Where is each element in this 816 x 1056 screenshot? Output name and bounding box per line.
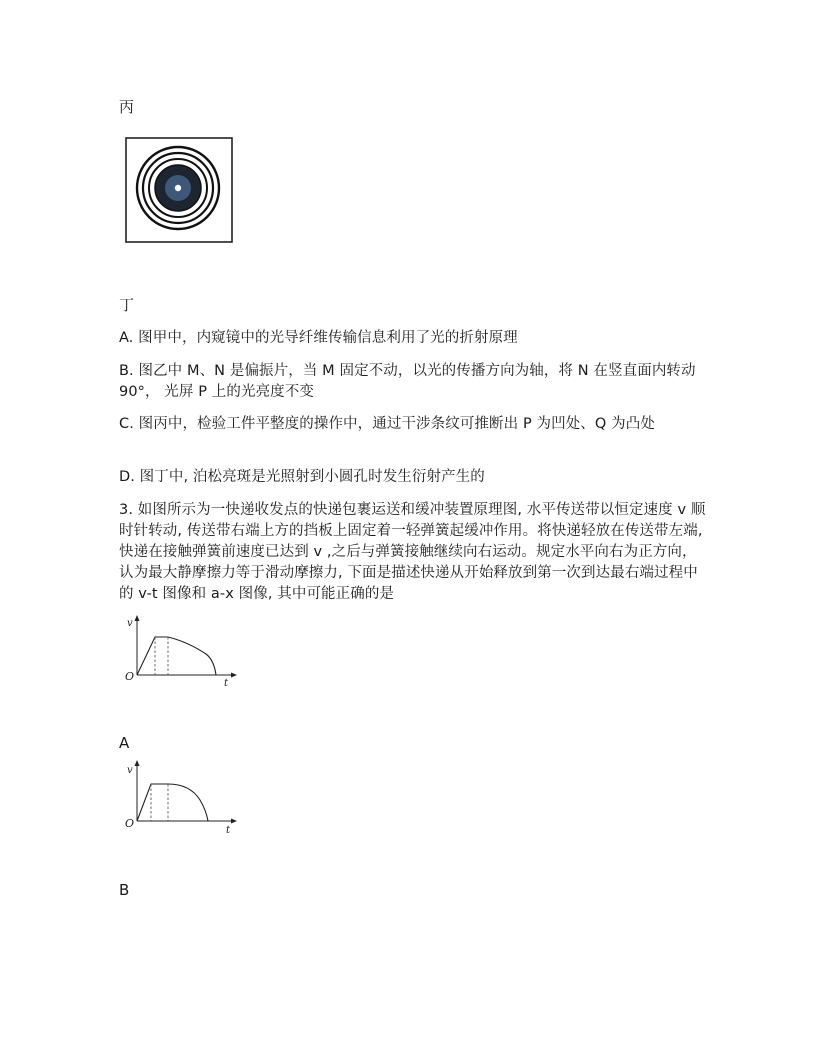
graph-b-vt [118,757,244,837]
graph-b-x-label: t [226,825,231,836]
graph-a-curve [137,637,216,675]
graph-b-y-label: v [127,765,133,776]
option-d: D. 图丁中, 泊松亮斑是光照射到小圆孔时发生衍射产生的 [119,469,485,485]
figure-label-bing: 丙 [119,98,135,116]
graph-a-origin: O [125,670,135,683]
option-c: C. 图丙中，检验工件平整度的操作中，通过干涉条纹可推断出 P 为凹处、Q 为凸处 [119,416,655,432]
graph-b-curve [137,784,208,821]
graph-a-label: A [119,734,130,752]
graph-a-x-label: t [224,678,229,689]
graph-a-vt [118,612,244,692]
poisson-spot-figure [122,135,236,245]
question-3-text: 3. 如图所示为一快递收发点的快递包裹运送和缓冲装置原理图, 水平传送带以恒定速度 v 顺时针转动, 传送带右端上方的挡板上固定着一轻弹簧起缓冲作用。将快递轻放在传送带左端, 快递在接触弹簧前速度已达到 v ,之后与弹簧接触继续向右运动。规定水平向右为正方向，认为最大静摩擦力等于滑动摩擦力, 下面是描述快递从开始释放到第一次到达最右端过程中的 v-t 图像和 a-x 图像, 其中可能正确的是 [119,502,706,602]
option-b: B. 图乙中 M、N 是偏振片，当 M 固定不动，以光的传播方向为轴，将 N 在竖直面内转动 90°， 光屏 P 上的光亮度不变 [119,363,696,400]
graph-b-origin: O [125,817,135,830]
graph-a-y-label: v [127,618,133,629]
graph-b-label: B [119,881,130,899]
option-a: A. 图甲中，内窥镜中的光导纤维传输信息利用了光的折射原理 [119,330,518,346]
figure-label-ding: 丁 [119,296,135,314]
